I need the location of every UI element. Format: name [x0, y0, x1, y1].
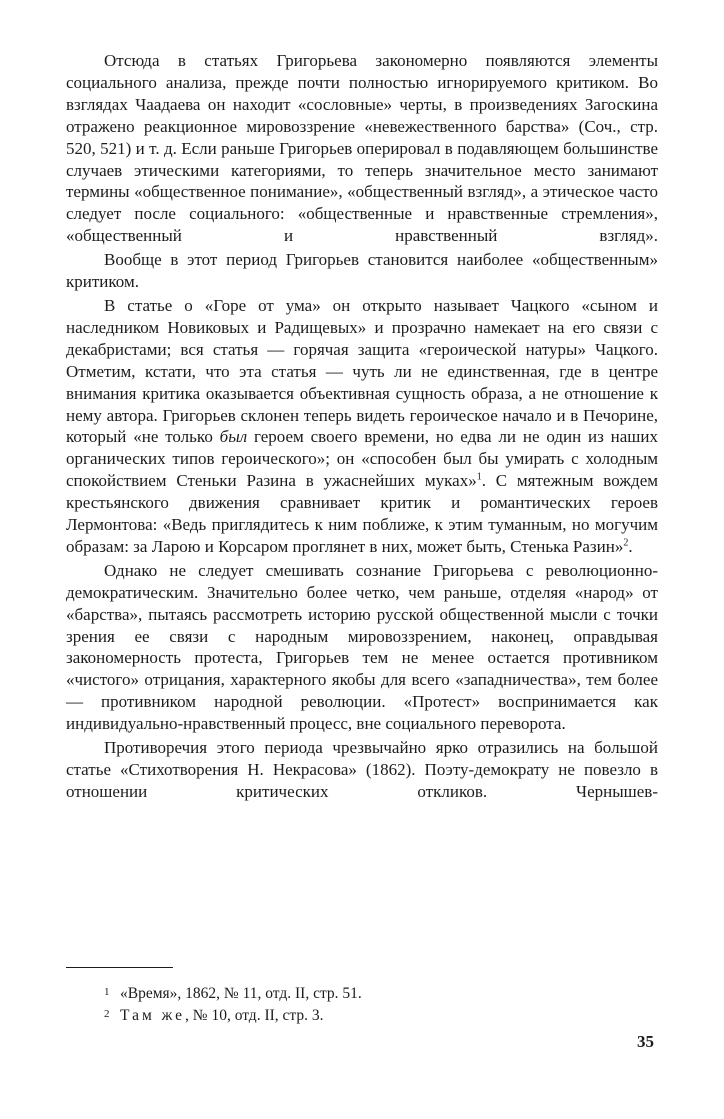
page-body	[66, 50, 658, 803]
footnote-2-number: 2	[104, 1008, 110, 1020]
paragraph-2: Вообще в этот период Григорьев становится наиболее «общественным» критиком.	[66, 250, 658, 292]
paragraph-3-part-1: В статье о «Горе от ума» он открыто называет Чацкого «сыном и наследником Новиковых и Радищевых» и прозрачно намекает на его связи с декабристами; вся статья — горячая защита «героической натуры» Чацкого. Отметим, кстати, что эта статья — чуть ли не единственная, где в центре внимания критика оказывается объективная сущность образа, а не отношение к нему автора. Григорьев склонен теперь видеть героическое начало и в Печорине, который «не только	[66, 295, 658, 447]
paragraph-3	[66, 295, 658, 558]
paragraph-3-italic: был	[219, 427, 248, 447]
footnote-ref-2: 2	[623, 537, 629, 549]
paragraph-1: Отсюда в статьях Григорьева закономерно появляются элементы социального анализа, прежде почти полностью игнорируемого критиком. Во взглядах Чаадаева он находит «сословные» черты, в произведениях Загоскина отражено реакционное мировоззрение «невежественного барства» (Соч., стр. 520, 521) и т. д. Если раньше Григорьев оперировал в подавляющем большинстве случаев этическими категориями, то теперь значительное место занимают термины «общественное понимание», «общественный взгляд», а этическое часто следует после социального: «общественные и нравственные стремления», «общественный и нравственный взгляд».	[66, 51, 658, 246]
page-number: 35	[637, 1032, 654, 1051]
footnote-1-text: «Время», 1862, № 11, отд. II, стр. 51.	[120, 985, 362, 1002]
paragraph-4: Однако не следует смешивать сознание Григорьева с революционно-демократическим. Значительно более четко, чем раньше, отделяя «народ» от «барства», пытаясь рассмотреть историю русской общественной мысли с точки зрения ее связи с народным мировоззрением, наконец, оправдывая закономерность протеста, Григорьев тем не менее остается противником «чистого» отрицания, характерного якобы для всего «западничества», тем более — противником народной революции. «Протест» воспринимается как индивидуально-нравственный процесс, вне социального переворота.	[66, 560, 658, 734]
paragraph-3-part-4: .	[628, 536, 633, 556]
footnote-1-number: 1	[104, 986, 110, 998]
footnote-2-text: , № 10, отд. II, стр. 3.	[185, 1007, 324, 1024]
footnotes	[104, 982, 624, 1026]
footnote-divider	[66, 967, 173, 968]
footnote-1	[104, 982, 624, 1004]
footnote-ref-1: 1	[476, 471, 482, 483]
paragraph-3-part-3: . С мятежным вождем крестьянского движения сравнивает критик и романтических героев Лермонтова: «Ведь приглядитесь к ним поближе, к этим туманным, но могучим образам: за Ларою и Корсаром проглянет в них, может быть, Стенька Разин»	[66, 471, 658, 556]
paragraph-5: Противоречия этого периода чрезвычайно ярко отразились на большой статье «Стихотворения Н. Некрасова» (1862). Поэту-демократу не повезло в отношении критических откликов. Чернышев-	[66, 738, 658, 801]
footnote-2-spaced-text: Там же	[120, 1007, 186, 1024]
paragraph-3-part-2: героем своего времени, но едва ли не один из наших органических типов героического»; он «способен был бы умирать с холодным спокойствием Стеньки Разина в ужаснейших муках»	[66, 427, 658, 491]
footnote-2	[104, 1004, 624, 1026]
